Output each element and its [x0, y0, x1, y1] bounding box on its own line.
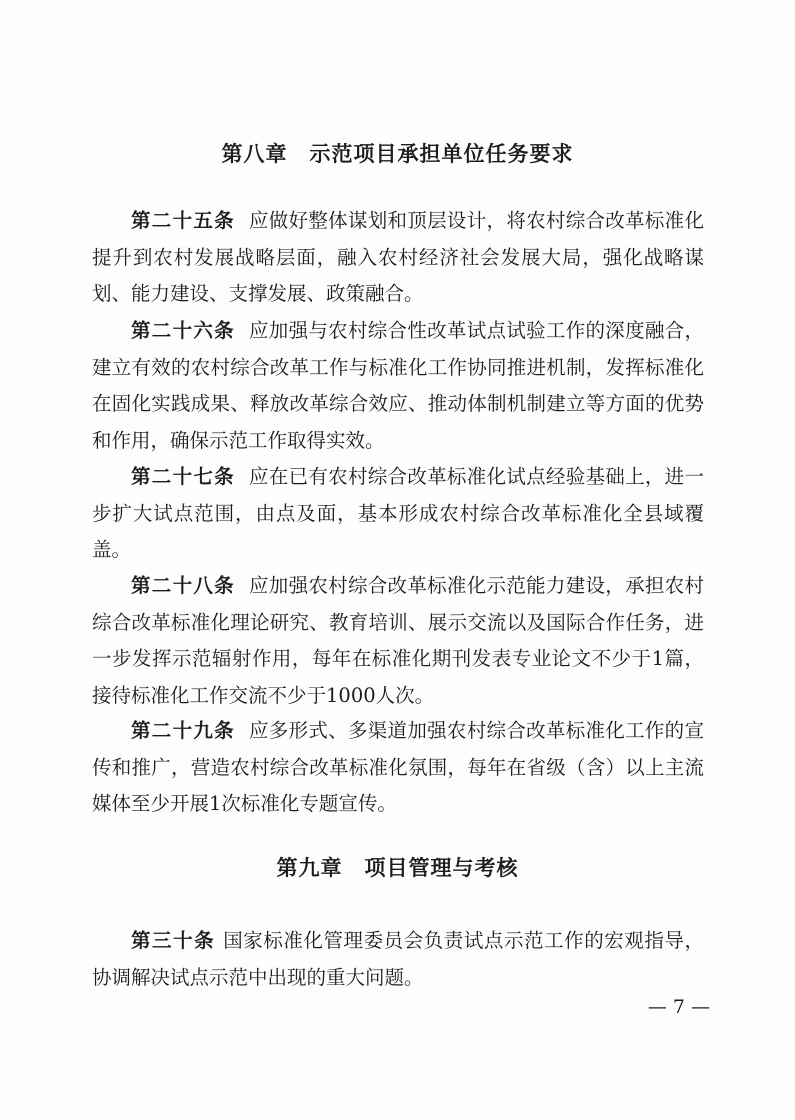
article-29: [92, 713, 704, 823]
article-27-number: 第二十七条: [131, 465, 235, 488]
article-25-number: 第二十五条: [131, 209, 235, 232]
article-27-text: 应在已有农村综合改革标准化试点经验基础上，进一步扩大试点范围，由点及面，基本形成农村综合改革标准化全县域覆盖。: [92, 465, 704, 561]
article-30-number: 第三十条: [131, 929, 216, 952]
article-28-text: 应加强农村综合改革标准化示范能力建设，承担农村综合改革标准化理论研究、教育培训、展示交流以及国际合作任务，进一步发挥示范辐射作用，每年在标准化期刊发表专业论文不少于1篇，接待标准化工作交流不少于1000人次。: [92, 574, 704, 707]
article-26-text: 应加强与农村综合性改革试点试验工作的深度融合，建立有效的农村综合改革工作与标准化工作协同推进机制，发挥标准化在固化实践成果、释放改革综合效应、推动体制机制建立等方面的优势和作用，确保示范工作取得实效。: [92, 319, 704, 452]
article-29-number: 第二十九条: [131, 719, 235, 742]
chapter-8-title: 第八章 示范项目承担单位任务要求: [221, 142, 574, 166]
article-28: [92, 568, 704, 714]
article-27: [92, 459, 704, 569]
article-26-number: 第二十六条: [131, 319, 235, 342]
article-30-text: 国家标准化管理委员会负责试点示范工作的宏观指导，协调解决试点示范中出现的重大问题。: [92, 929, 704, 989]
article-28-number: 第二十八条: [131, 574, 235, 597]
chapter-9-title: 第九章 项目管理与考核: [276, 856, 519, 880]
article-30: [92, 923, 704, 996]
article-25-text: 应做好整体谋划和顶层设计，将农村综合改革标准化提升到农村发展战略层面，融入农村经济社会发展大局，强化战略谋划、能力建设、支撑发展、政策融合。: [92, 209, 704, 305]
page-number: — 7 —: [647, 996, 710, 1018]
article-26: [92, 313, 704, 459]
article-25: [92, 203, 704, 313]
article-29-text: 应多形式、多渠道加强农村综合改革标准化工作的宣传和推广，营造农村综合改革标准化氛围，每年在省级（含）以上主流媒体至少开展1次标准化专题宣传。: [92, 719, 704, 815]
